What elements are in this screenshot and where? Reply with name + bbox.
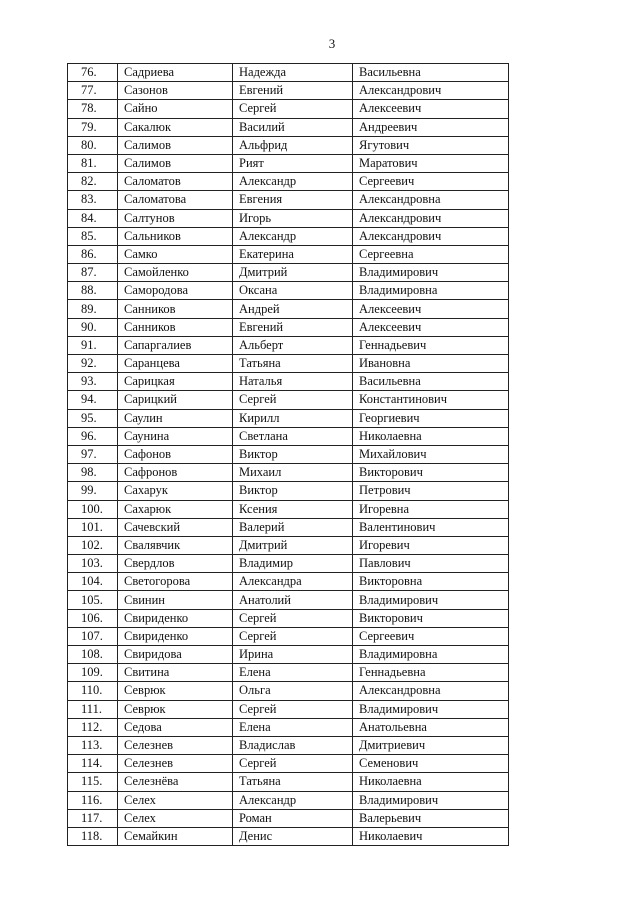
first-name-cell: Роман xyxy=(233,809,353,827)
row-number-cell: 91. xyxy=(68,336,118,354)
last-name-cell: Салтунов xyxy=(118,209,233,227)
first-name-cell: Василий xyxy=(233,118,353,136)
row-number-cell: 78. xyxy=(68,100,118,118)
first-name-cell: Евгений xyxy=(233,82,353,100)
first-name-cell: Андрей xyxy=(233,300,353,318)
first-name-cell: Сергей xyxy=(233,100,353,118)
table-row xyxy=(68,300,509,318)
table-row xyxy=(68,245,509,263)
last-name-cell: Сайно xyxy=(118,100,233,118)
first-name-cell: Елена xyxy=(233,664,353,682)
patronymic-cell: Валерьевич xyxy=(353,809,509,827)
table-row xyxy=(68,700,509,718)
first-name-cell: Светлана xyxy=(233,427,353,445)
first-name-cell: Наталья xyxy=(233,373,353,391)
patronymic-cell: Викторович xyxy=(353,609,509,627)
row-number-cell: 96. xyxy=(68,427,118,445)
first-name-cell: Оксана xyxy=(233,282,353,300)
patronymic-cell: Васильевна xyxy=(353,64,509,82)
row-number-cell: 100. xyxy=(68,500,118,518)
last-name-cell: Саулин xyxy=(118,409,233,427)
table-row xyxy=(68,191,509,209)
row-number-cell: 113. xyxy=(68,736,118,754)
first-name-cell: Денис xyxy=(233,827,353,845)
table-row xyxy=(68,427,509,445)
first-name-cell: Сергей xyxy=(233,755,353,773)
patronymic-cell: Константинович xyxy=(353,391,509,409)
last-name-cell: Сапаргалиев xyxy=(118,336,233,354)
last-name-cell: Сахарук xyxy=(118,482,233,500)
first-name-cell: Сергей xyxy=(233,609,353,627)
patronymic-cell: Александрович xyxy=(353,209,509,227)
first-name-cell: Анатолий xyxy=(233,591,353,609)
last-name-cell: Саранцева xyxy=(118,355,233,373)
first-name-cell: Кирилл xyxy=(233,409,353,427)
last-name-cell: Сарицкая xyxy=(118,373,233,391)
first-name-cell: Михаил xyxy=(233,464,353,482)
patronymic-cell: Николаевна xyxy=(353,427,509,445)
patronymic-cell: Ягутович xyxy=(353,136,509,154)
patronymic-cell: Михайлович xyxy=(353,445,509,463)
patronymic-cell: Владимирович xyxy=(353,700,509,718)
last-name-cell: Салимов xyxy=(118,154,233,172)
patronymic-cell: Васильевна xyxy=(353,373,509,391)
last-name-cell: Сахарюк xyxy=(118,500,233,518)
first-name-cell: Сергей xyxy=(233,391,353,409)
row-number-cell: 94. xyxy=(68,391,118,409)
table-row xyxy=(68,555,509,573)
first-name-cell: Рият xyxy=(233,154,353,172)
last-name-cell: Светогорова xyxy=(118,573,233,591)
first-name-cell: Надежда xyxy=(233,64,353,82)
table-row xyxy=(68,627,509,645)
first-name-cell: Ольга xyxy=(233,682,353,700)
table-row xyxy=(68,755,509,773)
table-row xyxy=(68,536,509,554)
first-name-cell: Игорь xyxy=(233,209,353,227)
first-name-cell: Владимир xyxy=(233,555,353,573)
table-row xyxy=(68,736,509,754)
last-name-cell: Свитина xyxy=(118,664,233,682)
patronymic-cell: Игоревна xyxy=(353,500,509,518)
row-number-cell: 83. xyxy=(68,191,118,209)
patronymic-cell: Павлович xyxy=(353,555,509,573)
patronymic-cell: Семенович xyxy=(353,755,509,773)
row-number-cell: 107. xyxy=(68,627,118,645)
row-number-cell: 95. xyxy=(68,409,118,427)
row-number-cell: 103. xyxy=(68,555,118,573)
patronymic-cell: Георгиевич xyxy=(353,409,509,427)
row-number-cell: 98. xyxy=(68,464,118,482)
last-name-cell: Садриева xyxy=(118,64,233,82)
table-row xyxy=(68,445,509,463)
last-name-cell: Свалявчик xyxy=(118,536,233,554)
row-number-cell: 115. xyxy=(68,773,118,791)
row-number-cell: 87. xyxy=(68,264,118,282)
row-number-cell: 81. xyxy=(68,154,118,172)
patronymic-cell: Николаевич xyxy=(353,827,509,845)
first-name-cell: Сергей xyxy=(233,700,353,718)
first-name-cell: Татьяна xyxy=(233,773,353,791)
patronymic-cell: Сергеевич xyxy=(353,173,509,191)
row-number-cell: 93. xyxy=(68,373,118,391)
patronymic-cell: Владимирович xyxy=(353,264,509,282)
table-row xyxy=(68,591,509,609)
table-row xyxy=(68,264,509,282)
last-name-cell: Сачевский xyxy=(118,518,233,536)
first-name-cell: Валерий xyxy=(233,518,353,536)
patronymic-cell: Владимировна xyxy=(353,282,509,300)
first-name-cell: Александр xyxy=(233,227,353,245)
last-name-cell: Свириденко xyxy=(118,609,233,627)
first-name-cell: Сергей xyxy=(233,627,353,645)
first-name-cell: Татьяна xyxy=(233,355,353,373)
last-name-cell: Сакалюк xyxy=(118,118,233,136)
last-name-cell: Семайкин xyxy=(118,827,233,845)
row-number-cell: 117. xyxy=(68,809,118,827)
table-row xyxy=(68,373,509,391)
first-name-cell: Александр xyxy=(233,791,353,809)
last-name-cell: Самко xyxy=(118,245,233,263)
table-row xyxy=(68,100,509,118)
table-row xyxy=(68,336,509,354)
last-name-cell: Селезнев xyxy=(118,736,233,754)
patronymic-cell: Алексеевич xyxy=(353,100,509,118)
first-name-cell: Александра xyxy=(233,573,353,591)
patronymic-cell: Александровна xyxy=(353,682,509,700)
first-name-cell: Елена xyxy=(233,718,353,736)
last-name-cell: Сальников xyxy=(118,227,233,245)
row-number-cell: 89. xyxy=(68,300,118,318)
last-name-cell: Санников xyxy=(118,300,233,318)
row-number-cell: 111. xyxy=(68,700,118,718)
patronymic-cell: Анатольевна xyxy=(353,718,509,736)
table-row xyxy=(68,827,509,845)
table-row xyxy=(68,173,509,191)
patronymic-cell: Владимирович xyxy=(353,591,509,609)
last-name-cell: Самородова xyxy=(118,282,233,300)
row-number-cell: 86. xyxy=(68,245,118,263)
first-name-cell: Дмитрий xyxy=(233,536,353,554)
row-number-cell: 80. xyxy=(68,136,118,154)
first-name-cell: Ксения xyxy=(233,500,353,518)
row-number-cell: 109. xyxy=(68,664,118,682)
table-row xyxy=(68,318,509,336)
table-row xyxy=(68,809,509,827)
row-number-cell: 106. xyxy=(68,609,118,627)
table-row xyxy=(68,282,509,300)
row-number-cell: 108. xyxy=(68,646,118,664)
last-name-cell: Селех xyxy=(118,791,233,809)
last-name-cell: Свириденко xyxy=(118,627,233,645)
patronymic-cell: Ивановна xyxy=(353,355,509,373)
table-row xyxy=(68,518,509,536)
row-number-cell: 114. xyxy=(68,755,118,773)
patronymic-cell: Александровна xyxy=(353,191,509,209)
roster-table xyxy=(67,63,509,846)
patronymic-cell: Алексеевич xyxy=(353,318,509,336)
row-number-cell: 101. xyxy=(68,518,118,536)
row-number-cell: 90. xyxy=(68,318,118,336)
last-name-cell: Седова xyxy=(118,718,233,736)
table-row xyxy=(68,718,509,736)
first-name-cell: Дмитрий xyxy=(233,264,353,282)
row-number-cell: 82. xyxy=(68,173,118,191)
row-number-cell: 84. xyxy=(68,209,118,227)
row-number-cell: 118. xyxy=(68,827,118,845)
table-row xyxy=(68,664,509,682)
patronymic-cell: Дмитриевич xyxy=(353,736,509,754)
roster-table-body xyxy=(68,64,509,846)
first-name-cell: Владислав xyxy=(233,736,353,754)
table-row xyxy=(68,391,509,409)
row-number-cell: 97. xyxy=(68,445,118,463)
first-name-cell: Евгений xyxy=(233,318,353,336)
last-name-cell: Севрюк xyxy=(118,700,233,718)
last-name-cell: Селезнёва xyxy=(118,773,233,791)
patronymic-cell: Петрович xyxy=(353,482,509,500)
row-number-cell: 112. xyxy=(68,718,118,736)
last-name-cell: Селех xyxy=(118,809,233,827)
table-row xyxy=(68,464,509,482)
row-number-cell: 77. xyxy=(68,82,118,100)
patronymic-cell: Викторович xyxy=(353,464,509,482)
table-row xyxy=(68,154,509,172)
patronymic-cell: Александрович xyxy=(353,82,509,100)
last-name-cell: Севрюк xyxy=(118,682,233,700)
table-row xyxy=(68,682,509,700)
last-name-cell: Саломатов xyxy=(118,173,233,191)
last-name-cell: Сазонов xyxy=(118,82,233,100)
last-name-cell: Сарицкий xyxy=(118,391,233,409)
last-name-cell: Сафронов xyxy=(118,464,233,482)
table-row xyxy=(68,500,509,518)
table-row xyxy=(68,118,509,136)
first-name-cell: Ирина xyxy=(233,646,353,664)
table-row xyxy=(68,82,509,100)
last-name-cell: Сафонов xyxy=(118,445,233,463)
table-row xyxy=(68,791,509,809)
first-name-cell: Альфрид xyxy=(233,136,353,154)
last-name-cell: Селезнев xyxy=(118,755,233,773)
patronymic-cell: Владимировна xyxy=(353,646,509,664)
row-number-cell: 85. xyxy=(68,227,118,245)
first-name-cell: Евгения xyxy=(233,191,353,209)
first-name-cell: Екатерина xyxy=(233,245,353,263)
last-name-cell: Саунина xyxy=(118,427,233,445)
page-number: 3 xyxy=(328,36,336,51)
row-number-cell: 76. xyxy=(68,64,118,82)
row-number-cell: 92. xyxy=(68,355,118,373)
first-name-cell: Александр xyxy=(233,173,353,191)
patronymic-cell: Алексеевич xyxy=(353,300,509,318)
last-name-cell: Саломатова xyxy=(118,191,233,209)
last-name-cell: Свердлов xyxy=(118,555,233,573)
last-name-cell: Салимов xyxy=(118,136,233,154)
table-row xyxy=(68,773,509,791)
table-row xyxy=(68,646,509,664)
patronymic-cell: Сергеевна xyxy=(353,245,509,263)
row-number-cell: 104. xyxy=(68,573,118,591)
patronymic-cell: Викторовна xyxy=(353,573,509,591)
table-row xyxy=(68,227,509,245)
table-row xyxy=(68,64,509,82)
patronymic-cell: Владимирович xyxy=(353,791,509,809)
last-name-cell: Свиридова xyxy=(118,646,233,664)
patronymic-cell: Александрович xyxy=(353,227,509,245)
table-row xyxy=(68,573,509,591)
table-row xyxy=(68,609,509,627)
table-row xyxy=(68,136,509,154)
last-name-cell: Самойленко xyxy=(118,264,233,282)
patronymic-cell: Андреевич xyxy=(353,118,509,136)
row-number-cell: 88. xyxy=(68,282,118,300)
table-row xyxy=(68,355,509,373)
first-name-cell: Альберт xyxy=(233,336,353,354)
first-name-cell: Виктор xyxy=(233,445,353,463)
table-row xyxy=(68,209,509,227)
patronymic-cell: Геннадьевна xyxy=(353,664,509,682)
patronymic-cell: Сергеевич xyxy=(353,627,509,645)
last-name-cell: Санников xyxy=(118,318,233,336)
row-number-cell: 79. xyxy=(68,118,118,136)
table-row xyxy=(68,409,509,427)
patronymic-cell: Геннадьевич xyxy=(353,336,509,354)
table-row xyxy=(68,482,509,500)
first-name-cell: Виктор xyxy=(233,482,353,500)
patronymic-cell: Валентинович xyxy=(353,518,509,536)
row-number-cell: 116. xyxy=(68,791,118,809)
row-number-cell: 99. xyxy=(68,482,118,500)
last-name-cell: Свинин xyxy=(118,591,233,609)
row-number-cell: 105. xyxy=(68,591,118,609)
row-number-cell: 110. xyxy=(68,682,118,700)
patronymic-cell: Игоревич xyxy=(353,536,509,554)
patronymic-cell: Маратович xyxy=(353,154,509,172)
patronymic-cell: Николаевна xyxy=(353,773,509,791)
row-number-cell: 102. xyxy=(68,536,118,554)
